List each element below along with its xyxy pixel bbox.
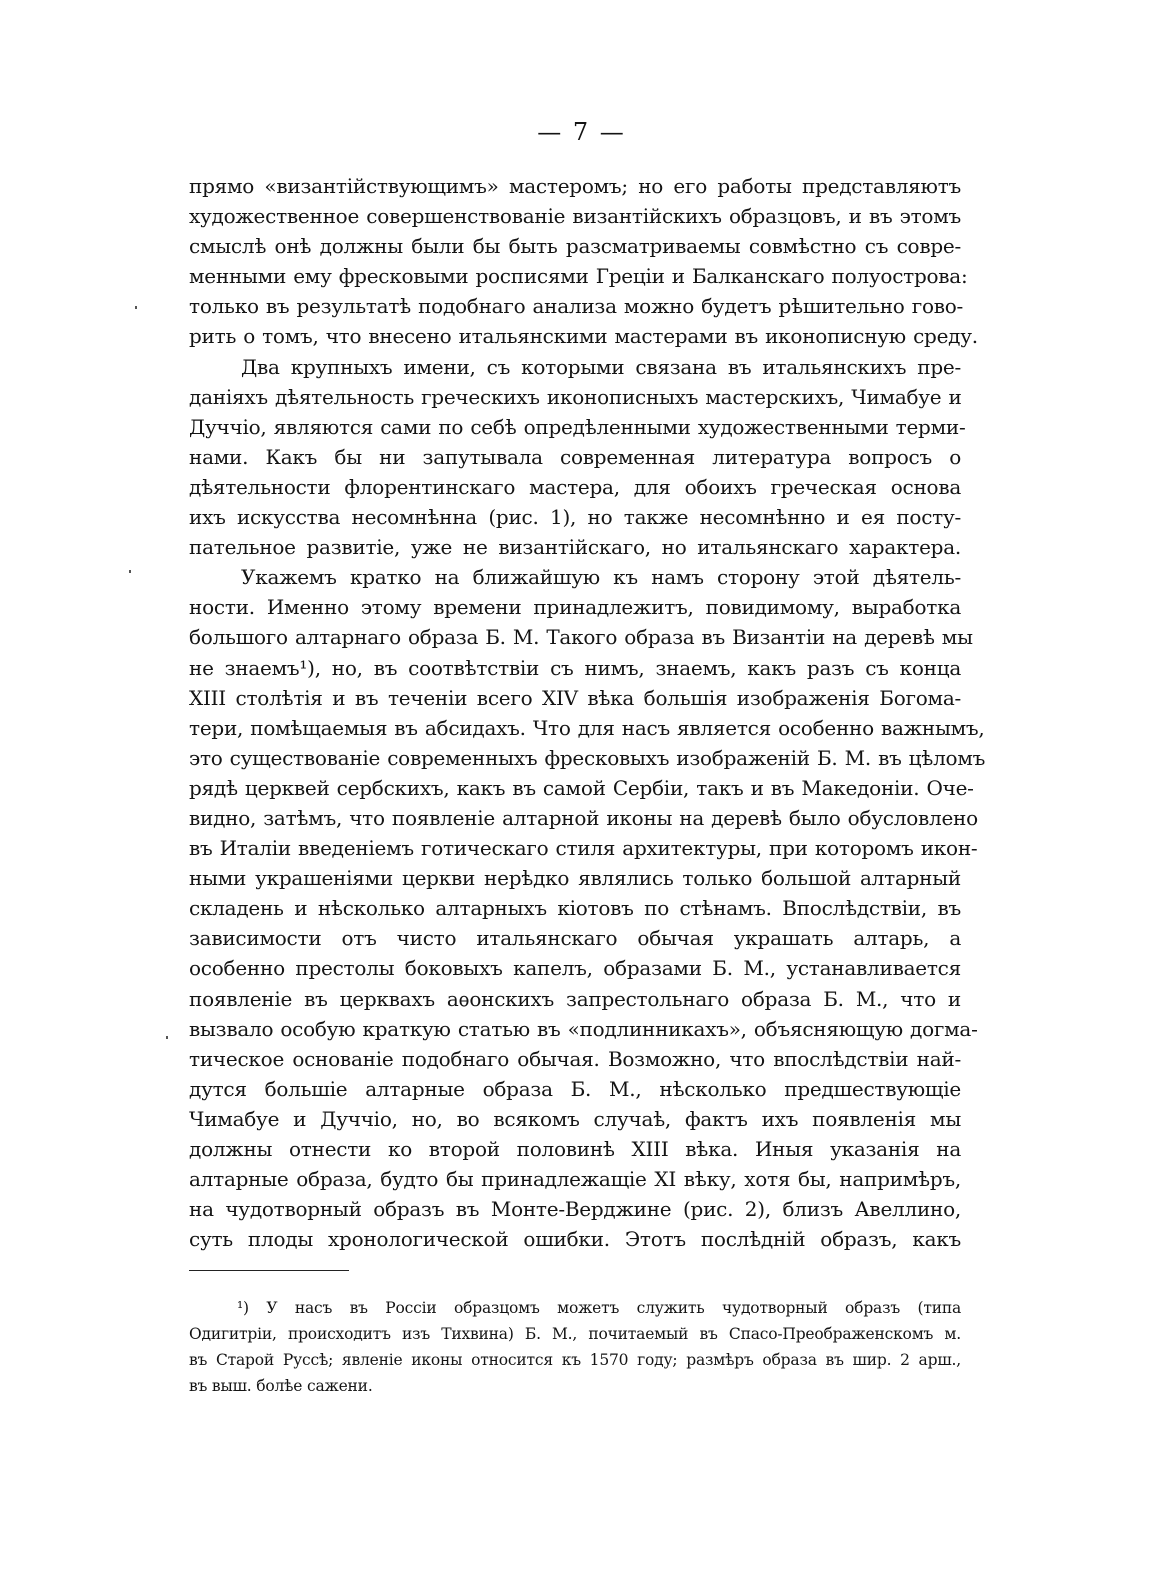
text-line: особенно престолы боковыхъ капелъ, образами Б. М., устанавливается: [189, 956, 961, 981]
text-line: рить о томъ, что внесено итальянскими мастерами въ иконописную среду.: [189, 324, 978, 349]
text-line: большого алтарнаго образа Б. М. Такого образа въ Византіи на деревѣ мы: [189, 625, 973, 650]
text-line: ихъ искусства несомнѣнна (рис. 1), но также несомнѣнно и ея посту-: [189, 505, 961, 530]
text-line: появленіе въ церквахъ аѳонскихъ запрестольнаго образа Б. М., что и: [189, 986, 961, 1011]
text-line: даніяхъ дѣятельность греческихъ иконописныхъ мастерскихъ, Чимабуе и: [189, 384, 962, 409]
text-line: Два крупныхъ имени, съ которыми связана въ итальянскихъ пре-: [241, 354, 961, 379]
text-line: только въ результатѣ подобнаго анализа можно будетъ рѣшительно гово-: [189, 294, 964, 319]
text-line: тическое основаніе подобнаго обычая. Возможно, что впослѣдствіи най-: [189, 1046, 961, 1071]
text-line: дѣятельности флорентинскаго мастера, для обоихъ греческая основа: [189, 474, 961, 499]
text-line: художественное совершенствованіе византійскихъ образцовъ, и въ этомъ: [189, 204, 961, 229]
text-line: вызвало особую краткую статью въ «подлинникахъ», объясняющую догма-: [189, 1016, 978, 1041]
text-line: прямо «византійствующимъ» мастеромъ; но его работы представляютъ: [189, 174, 961, 198]
footnote: [189, 1295, 961, 1399]
text-line: смыслѣ онѣ должны были бы быть разсматриваемы совмѣстно съ совре-: [189, 234, 961, 259]
scan-speck: [166, 1036, 168, 1039]
text-line: должны отнести ко второй половинѣ XIII вѣка. Иныя указанія на: [189, 1137, 961, 1161]
text-line: не знаемъ¹), но, въ соотвѣтствіи съ нимъ, знаемъ, какъ разъ съ конца: [189, 655, 961, 680]
text-line: пательное развитіе, уже не византійскаго, но итальянскаго характера.: [189, 535, 961, 560]
text-line: суть плоды хронологической ошибки. Этотъ послѣдній образъ, какъ: [189, 1227, 961, 1252]
text-line: зависимости отъ чисто итальянскаго обычая украшать алтарь, а: [189, 926, 961, 951]
text-line: видно, затѣмъ, что появленіе алтарной иконы на деревѣ было обусловлено: [189, 805, 978, 830]
footnote-line: въ выш. болѣе сажени.: [189, 1377, 373, 1395]
body-text: [189, 171, 986, 1254]
footnote-divider: [189, 1270, 349, 1271]
text-line: Укажемъ кратко на ближайшую къ намъ сторону этой дѣятель-: [241, 565, 961, 590]
footnote-line: въ Старой Руссѣ; явленіе иконы относится къ 1570 году; размѣръ образа въ шир. 2 арш.,: [189, 1351, 961, 1369]
text-line: ности. Именно этому времени принадлежитъ, повидимому, выработка: [189, 595, 961, 620]
text-line: менными ему фресковыми росписями Греціи и Балканскаго полуострова:: [189, 264, 968, 289]
text-line: складень и нѣсколько алтарныхъ кіотовъ по стѣнамъ. Впослѣдствіи, въ: [189, 896, 961, 921]
text-line: дутся большіе алтарные образа Б. М., нѣсколько предшествующіе: [189, 1076, 961, 1101]
text-line: тери, помѣщаемыя въ абсидахъ. Что для насъ является особенно важнымъ,: [189, 715, 985, 740]
text-line: XIII столѣтія и въ теченіи всего XIV вѣка большія изображенія Богома-: [189, 685, 961, 710]
scan-speck: [135, 306, 137, 309]
text-line: Чимабуе и Дуччіо, но, во всякомъ случаѣ, фактъ ихъ появленія мы: [189, 1106, 961, 1131]
text-line: нами. Какъ бы ни запутывала современная литература вопросъ о: [189, 444, 961, 469]
text-line: ными украшеніями церкви нерѣдко являлись только большой алтарный: [189, 866, 961, 891]
footnote-line: ¹) У насъ въ Россіи образцомъ можетъ служить чудотворный образъ (типа: [237, 1299, 961, 1317]
text-line: алтарные образа, будто бы принадлежащіе XI вѣку, хотя бы, напримѣръ,: [189, 1167, 961, 1192]
page-number: — 7 —: [537, 118, 626, 146]
text-line: въ Италіи введеніемъ готическаго стиля архитектуры, при которомъ икон-: [189, 836, 978, 861]
scan-speck: [129, 570, 131, 573]
text-line: это существованіе современныхъ фресковыхъ изображеній Б. М. въ цѣломъ: [189, 745, 986, 770]
text-line: Дуччіо, являются сами по себѣ опредѣленными художественными терми-: [189, 414, 966, 439]
footnote-line: Одигитріи, происходитъ изъ Тихвина) Б. М., почитаемый въ Спасо-Преображенскомъ м.: [189, 1325, 961, 1343]
text-line: рядѣ церквей сербскихъ, какъ въ самой Сербіи, такъ и въ Македоніи. Оче-: [189, 775, 974, 800]
text-line: на чудотворный образъ въ Монте-Верджине (рис. 2), близъ Авеллино,: [189, 1197, 961, 1222]
